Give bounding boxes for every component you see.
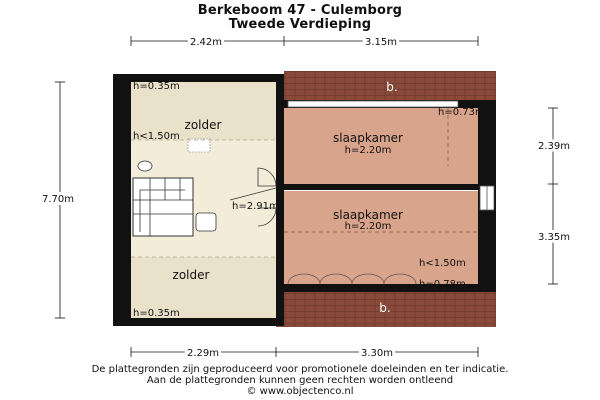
dim-top-left: 2.42m	[189, 37, 223, 48]
outer-wall-bottom-left	[113, 318, 284, 326]
slaapkamer-bottom-h: h=2.20m	[344, 221, 392, 232]
slaapkamer-top-name: slaapkamer	[332, 131, 404, 145]
dim-bottom-right: 3.30m	[360, 348, 394, 359]
zolder-bottom-h1: h=0.35m	[133, 308, 180, 319]
slaapkamer-top-h2: h=0.73m	[438, 107, 485, 118]
dim-right-bottom: 3.35m	[537, 232, 571, 243]
dim-right-top: 2.39m	[537, 141, 571, 152]
toilet-icon	[138, 161, 152, 171]
attic-hatch	[188, 139, 210, 152]
wall-divider-vertical	[276, 74, 284, 326]
slaapkamer-bottom-floor	[284, 191, 478, 284]
zolder-top-h2: h<1.50m	[133, 131, 180, 142]
slaapkamer-bottom-h2: h<1.50m	[419, 258, 466, 269]
outer-wall-left	[113, 74, 131, 326]
dim-top-right: 3.15m	[364, 37, 398, 48]
slaapkamer-top-h: h=2.20m	[344, 145, 392, 156]
footer-disclaimer-1: De plattegronden zijn geproduceerd voor promotionele doeleinden en ter indicatie.	[91, 364, 509, 375]
staircase	[133, 178, 193, 236]
footer-copyright: © www.objectenco.nl	[246, 386, 354, 397]
slaapkamer-bottom-h3: h=0.78m	[419, 279, 466, 290]
slaapkamer-bottom-name: slaapkamer	[332, 208, 404, 222]
roof-bottom-label: b.	[379, 301, 391, 315]
landing-height: h=2.91m	[232, 201, 279, 212]
dim-bottom-left: 2.29m	[186, 348, 220, 359]
dim-left-total: 7.70m	[41, 194, 75, 205]
zolder-top-name: zolder	[184, 118, 222, 132]
zolder-bottom-name: zolder	[172, 268, 210, 282]
sink-icon	[196, 213, 216, 231]
footer-disclaimer-2: Aan de plattegronden kunnen geen rechten worden ontleend	[146, 375, 454, 386]
plan-title: Berkeboom 47 - Culemborg	[197, 3, 403, 18]
window-top	[288, 101, 458, 107]
roof-top-label: b.	[386, 80, 398, 94]
zolder-top-h1: h=0.35m	[133, 81, 180, 92]
wall-bedroom-divider	[284, 184, 478, 190]
plan-subtitle: Tweede Verdieping	[228, 17, 372, 32]
